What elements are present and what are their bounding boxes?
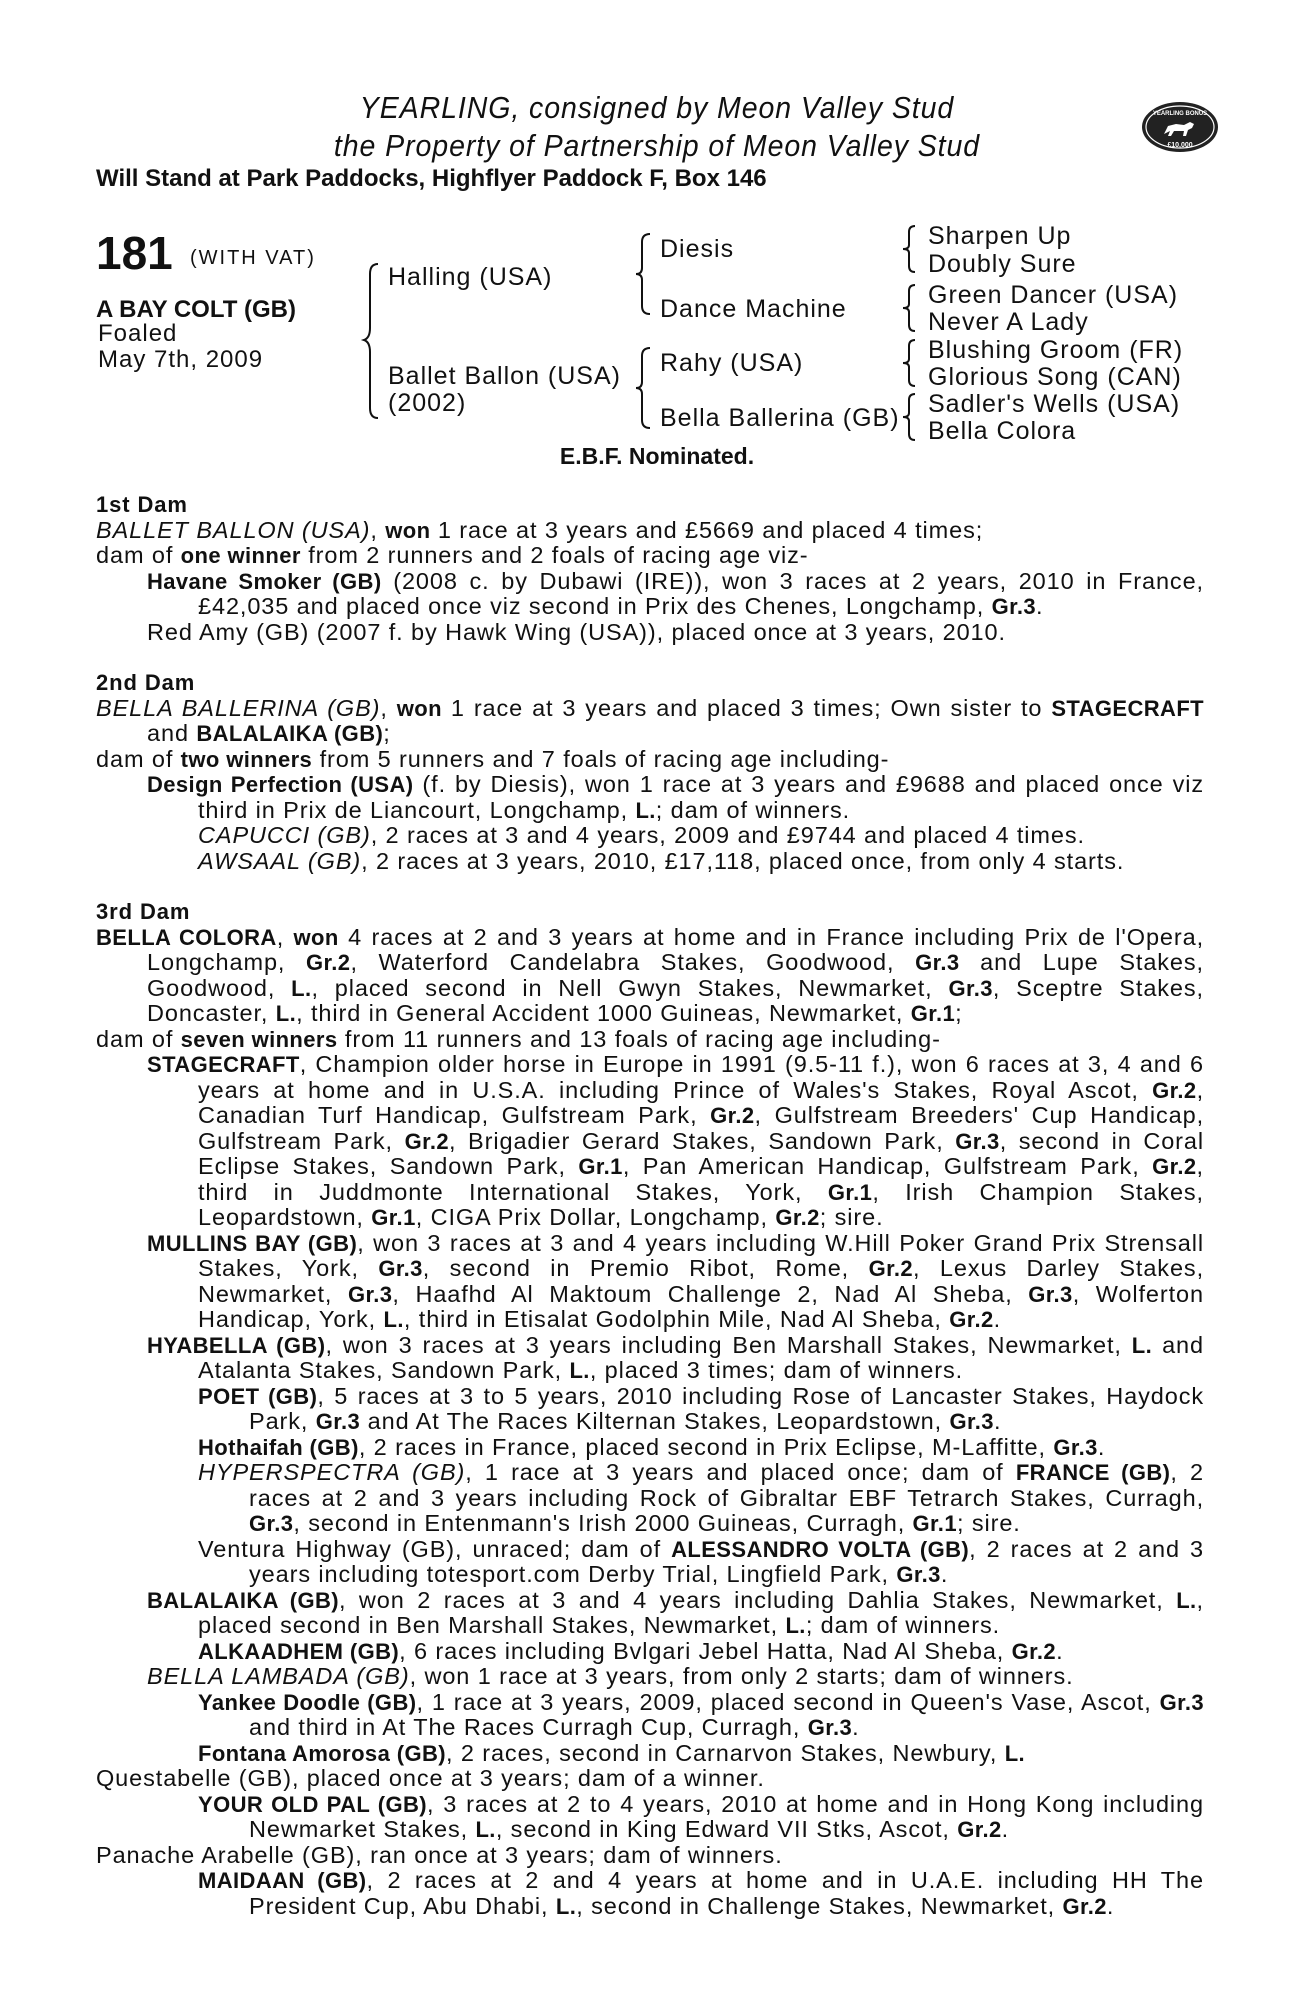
- pedigree-dam-sire: Rahy (USA): [660, 349, 804, 377]
- list-item: Yankee Doodle (GB), 1 race at 3 years, 2009, placed second in Queen's Vase, Ascot, Gr.3 and third in At The Races Curragh Cup, Curragh, Gr.3.: [198, 1688, 1204, 1740]
- ebf-nominated: E.B.F. Nominated.: [559, 443, 755, 469]
- pedigree-ssd: Doubly Sure: [928, 250, 1077, 278]
- list-item: MULLINS BAY (GB), won 3 races at 3 and 4 years including W.Hill Poker Grand Prix Strensall Stakes, York, Gr.3, second in Premio Ribot, Rome, Gr.2, Lexus Darley Stakes, Newmarket, Gr.3, Haafhd Al Maktoum Challenge 2, Nad Al Sheba, Gr.3, Wolferton Handicap, York, L., third in Etisalat Godolphin Mile, Nad Al Sheba, Gr.2.: [147, 1229, 1204, 1332]
- list-item: AWSAAL (GB), 2 races at 3 years, 2010, £17,118, placed once, from only 4 starts.: [198, 847, 1125, 874]
- list-item: Hothaifah (GB), 2 races in France, placed second in Prix Eclipse, M-Laffitte, Gr.3.: [198, 1433, 1106, 1460]
- second-dam-heading: 2nd Dam: [96, 670, 196, 695]
- foaled-label: Foaled: [98, 320, 178, 347]
- pedigree-brace-sd: [903, 283, 919, 333]
- list-item: Ventura Highway (GB), unraced; dam of ALESSANDRO VOLTA (GB), 2 races at 2 and 3 years including totesport.com Derby Trial, Lingfield Park, Gr.3.: [198, 1535, 1204, 1587]
- lot-title: A BAY COLT (GB): [96, 296, 297, 323]
- foaled-date: May 7th, 2009: [98, 346, 264, 373]
- pedigree-sdd: Never A Lady: [928, 308, 1089, 336]
- pedigree-dam-year: (2002): [388, 389, 467, 417]
- vat-note: (WITH VAT): [190, 247, 316, 269]
- list-item: STAGECRAFT, Champion older horse in Europe in 1991 (9.5-11 f.), won 6 races at 3, 4 and 6 years at home and in U.S.A. including Prince of Wales's Stakes, Royal Ascot, Gr.2, Canadian Turf Handicap, Gulfstream Park, Gr.2, Gulfstream Breeders' Cup Handicap, Gulfstream Park, Gr.2, Brigadier Gerard Stakes, Sandown Park, Gr.3, second in Coral Eclipse Stakes, Sandown Park, Gr.1, Pan American Handicap, Gulfstream Park, Gr.2, third in Juddmonte International Stakes, York, Gr.1, Irish Champion Stakes, Leopardstown, Gr.1, CIGA Prix Dollar, Longchamp, Gr.2; sire.: [147, 1051, 1204, 1230]
- pedigree-sire-dam: Dance Machine: [660, 295, 847, 323]
- list-item: ALKAADHEM (GB), 6 races including Bvlgari Jebel Hatta, Nad Al Sheba, Gr.2.: [198, 1637, 1064, 1664]
- pedigree-sds: Green Dancer (USA): [928, 281, 1179, 309]
- pedigree-dam-dam: Bella Ballerina (GB): [660, 404, 900, 432]
- badge-top-text: YEARLING BONUS: [1152, 111, 1208, 117]
- list-item: Havane Smoker (GB) (2008 c. by Dubawi (IRE)), won 3 races at 2 years, 2010 in France, £42,035 and placed once viz second in Prix des Chenes, Longchamp, Gr.3.: [147, 567, 1204, 619]
- list-item: HYABELLA (GB), won 3 races at 3 years including Ben Marshall Stakes, Newmarket, L. and Atalanta Stakes, Sandown Park, L., placed 3 times; dam of winners.: [147, 1331, 1205, 1383]
- first-dam-produce-summary: dam of one winner from 2 runners and 2 foals of racing age viz-: [96, 542, 809, 568]
- catalogue-body: [96, 492, 1204, 1919]
- first-dam-heading: 1st Dam: [96, 492, 188, 517]
- second-dam-record: BELLA BALLERINA (GB), won 1 race at 3 years and placed 3 times; Own sister to STAGECRAFT and BALALAIKA (GB);: [96, 694, 1205, 746]
- pedigree-brace-ss: [903, 224, 919, 274]
- pedigree-brace-main: [364, 262, 386, 422]
- pedigree-dds: Sadler's Wells (USA): [928, 390, 1181, 418]
- second-dam-produce-summary: dam of two winners from 5 runners and 7 foals of racing age including-: [96, 745, 890, 772]
- pedigree-dam: Ballet Ballon (USA): [388, 362, 621, 390]
- pedigree-dss: Blushing Groom (FR): [928, 336, 1184, 364]
- pedigree-sss: Sharpen Up: [928, 222, 1072, 250]
- list-item: CAPUCCI (GB), 2 races at 3 and 4 years, 2009 and £9744 and placed 4 times.: [198, 822, 1085, 848]
- third-dam-produce-summary: dam of seven winners from 11 runners and 13 foals of racing age including-: [96, 1025, 941, 1052]
- third-dam-record: BELLA COLORA, won 4 races at 2 and 3 years at home and in France including Prix de l'Opera, Longchamp, Gr.2, Waterford Candelabra Stakes, Goodwood, Gr.3 and Lupe Stakes, Goodwood, L., placed second in Nell Gwyn Stakes, Newmarket, Gr.3, Sceptre Stakes, Doncaster, L., third in General Accident 1000 Guineas, Newmarket, Gr.1;: [96, 923, 1205, 1026]
- list-item: MAIDAAN (GB), 2 races at 2 and 4 years at home and in U.A.E. including HH The President Cup, Abu Dhabi, L., second in Challenge Stakes, Newmarket, Gr.2.: [198, 1867, 1204, 1919]
- list-item: Fontana Amorosa (GB), 2 races, second in Carnarvon Stakes, Newbury, L.: [198, 1739, 1026, 1766]
- list-item: Panache Arabelle (GB), ran once at 3 years; dam of winners.: [96, 1841, 783, 1868]
- pedigree-ddd: Bella Colora: [928, 417, 1077, 445]
- yearling-bonus-badge-icon: [1140, 100, 1220, 154]
- stand-location: Will Stand at Park Paddocks, Highflyer Paddock F, Box 146: [96, 165, 767, 192]
- list-item: BALALAIKA (GB), won 2 races at 3 and 4 years including Dahlia Stakes, Newmarket, L., placed second in Ben Marshall Stakes, Newmarket, L.; dam of winners.: [147, 1586, 1204, 1638]
- pedigree-brace-dam: [636, 346, 656, 430]
- list-item: Design Perfection (USA) (f. by Diesis), won 1 race at 3 years and £9688 and placed once viz third in Prix de Liancourt, Longchamp, L.; dam of winners.: [147, 771, 1204, 823]
- header-line-1: YEARLING, consigned by Meon Valley Stud: [359, 90, 955, 125]
- pedigree-sire: Halling (USA): [388, 263, 553, 291]
- list-item: BELLA LAMBADA (GB), won 1 race at 3 years, from only 2 starts; dam of winners.: [147, 1663, 1074, 1689]
- lot-number: 181: [96, 227, 173, 279]
- pedigree-brace-ds: [903, 338, 919, 388]
- list-item: Red Amy (GB) (2007 f. by Hawk Wing (USA)), placed once at 3 years, 2010.: [147, 618, 1006, 645]
- list-item: Questabelle (GB), placed once at 3 years; dam of a winner.: [96, 1765, 765, 1791]
- pedigree-sire-sire: Diesis: [660, 235, 735, 263]
- pedigree-brace-sire: [636, 232, 656, 316]
- list-item: YOUR OLD PAL (GB), 3 races at 2 to 4 years, 2010 at home and in Hong Kong including Newmarket Stakes, L., second in King Edward VII Stks, Ascot, Gr.2.: [198, 1790, 1204, 1842]
- list-item: POET (GB), 5 races at 3 to 5 years, 2010 including Rose of Lancaster Stakes, Haydock Park, Gr.3 and At The Races Kilternan Stakes, Leopardstown, Gr.3.: [198, 1382, 1204, 1434]
- pedigree-brace-dd: [903, 392, 919, 442]
- header-line-2: the Property of Partnership of Meon Valley Stud: [333, 128, 981, 163]
- first-dam-record: BALLET BALLON (USA), won 1 race at 3 years and £5669 and placed 4 times;: [96, 516, 984, 543]
- third-dam-heading: 3rd Dam: [96, 899, 191, 924]
- list-item: HYPERSPECTRA (GB), 1 race at 3 years and placed once; dam of FRANCE (GB), 2 races at 2 and 3 years including Rock of Gibraltar EBF Tetrarch Stakes, Curragh, Gr.3, second in Entenmann's Irish 2000 Guineas, Curragh, Gr.1; sire.: [198, 1459, 1204, 1536]
- badge-amount-text: £10,000: [1167, 142, 1193, 149]
- pedigree-dsd: Glorious Song (CAN): [928, 363, 1182, 391]
